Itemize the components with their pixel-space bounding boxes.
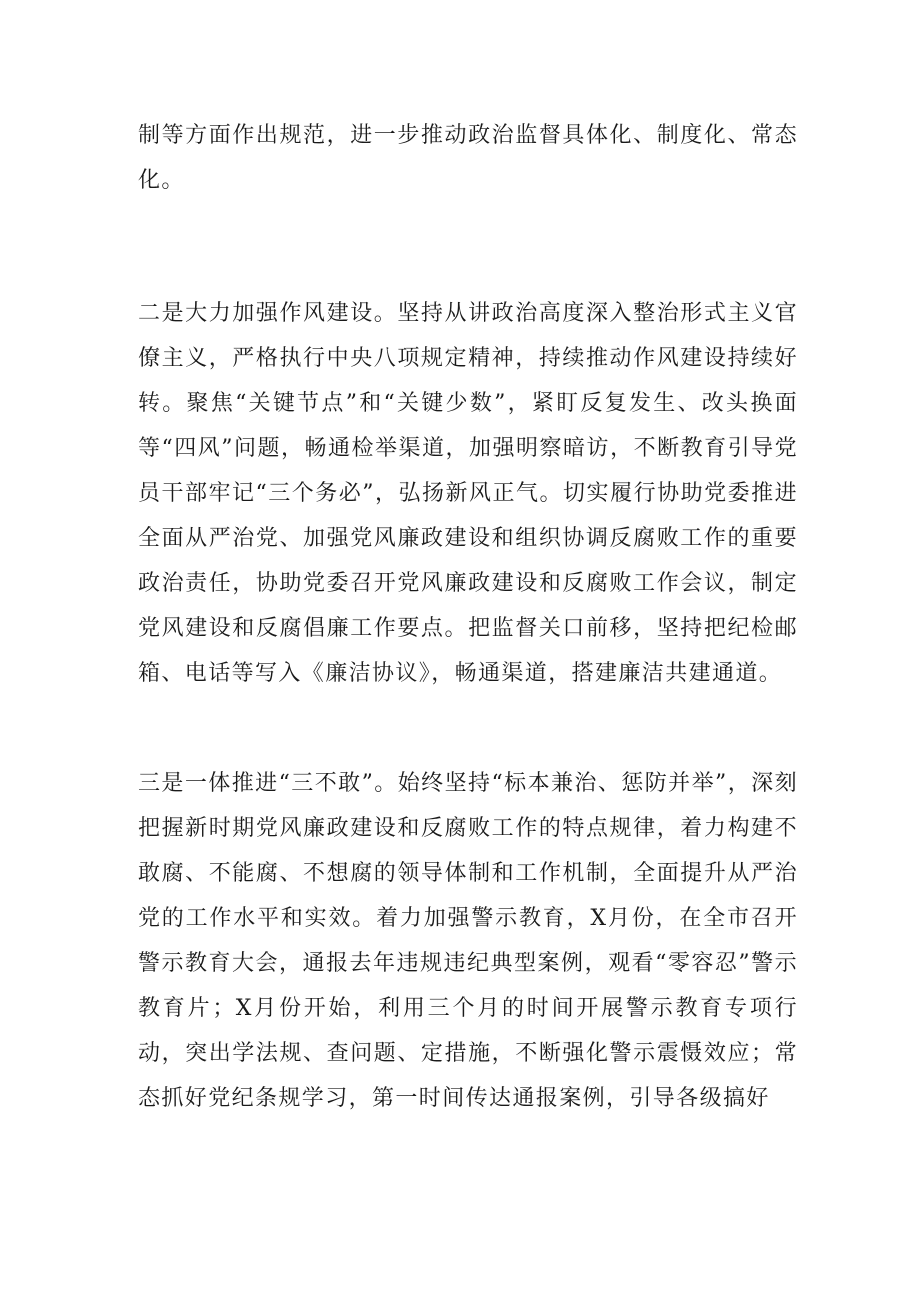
- paragraph-three-nots: 三是一体推进“三不敢”。始终坚持“标本兼治、惩防并举”，深刻把握新时期党风廉政建设和反腐败工作的特点规律，着力构建不敢腐、不能腐、不想腐的领导体制和工作机制，全面提升从严治党的工作水平和实效。着力加强警示教育，X月份，在全市召开警示教育大会，通报去年违规违纪典型案例，观看“零容忍”警示教育片；X月份开始，利用三个月的时间开展警示教育专项行动，突出学法规、查问题、定措施，不断强化警示震慑效应；常态抓好党纪条规学习，第一时间传达通报案例，引导各级搞好: [138, 771, 798, 1111]
- paragraph-continuation: 制等方面作出规范，进一步推动政治监督具体化、制度化、常态化。: [138, 123, 798, 193]
- paragraph-work-style: 二是大力加强作风建设。坚持从讲政治高度深入整治形式主义官僚主义，严格执行中央八项规定精神，持续推动作风建设持续好转。聚焦“关键节点”和“关键少数”，紧盯反复发生、改头换面等“四风”问题，畅通检举渠道，加强明察暗访，不断教育引导党员干部牢记“三个务必”，弘扬新风正气。切实履行协助党委推进全面从严治党、加强党风廉政建设和组织协调反腐败工作的重要政治责任，协助党委召开党风廉政建设和反腐败工作会议，制定党风建设和反腐倡廉工作要点。把监督关口前移，坚持把纪检邮箱、电话等写入《廉洁协议》，畅通渠道，搭建廉洁共建通道。: [138, 301, 798, 686]
